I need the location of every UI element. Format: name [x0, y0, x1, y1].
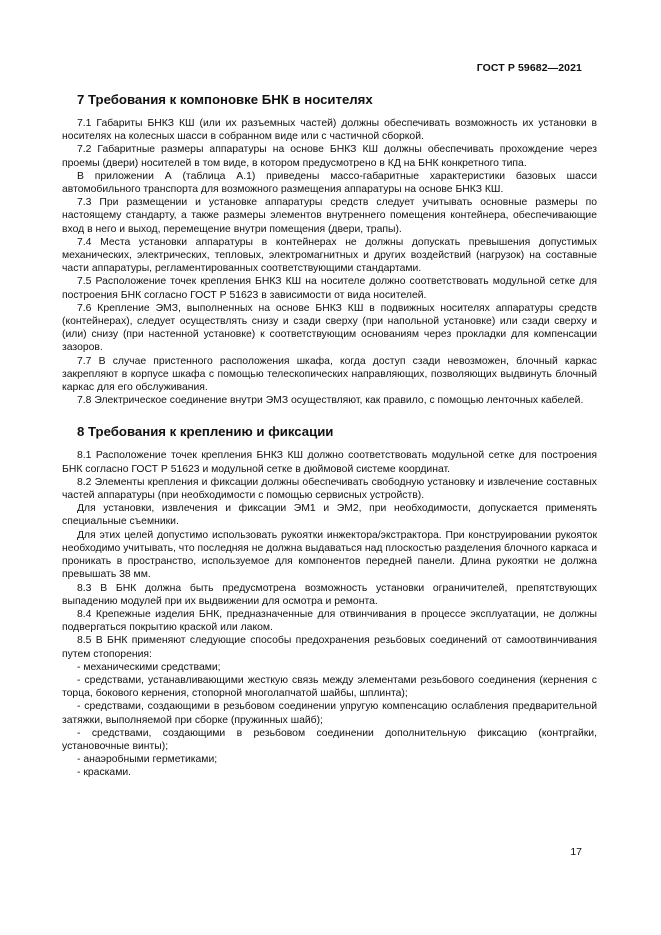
paragraph: 8.2 Элементы крепления и фиксации должны обеспечивать свободную установку и извлечение составных частей аппаратуры (при необходимости с помощью сервисных устройств). [62, 476, 597, 502]
paragraph: 7.8 Электрическое соединение внутри ЭМЗ осуществляют, как правило, с помощью ленточных кабелей. [77, 395, 584, 407]
paragraph: - красками. [77, 767, 132, 779]
paragraph: 7.2 Габаритные размеры аппаратуры на основе БНКЗ КШ должны обеспечивать прохождение через проемы (двери) носителей в том виде, в котором предусмотрено в КД на БНК конкретного типа. [62, 144, 597, 169]
document-code: ГОСТ Р 59682—2021 [476, 62, 582, 74]
page-number: 17 [570, 846, 582, 858]
page-content [62, 92, 597, 780]
paragraph: 8.3 В БНК должна быть предусмотрена возможность установки ограничителей, препятствующих выпадению модулей при их выдвижении для осмотра и ремонта. [62, 582, 597, 607]
paragraph: 7.7 В случае пристенного расположения шкафа, когда доступ сзади невозможен, блочный каркас закрепляют в корпусе шкафа с помощью телескопических направляющих, позволяющих выдвинуть блочный каркас для его обслуживания. [62, 355, 597, 394]
paragraph: - средствами, создающими в резьбовом соединении упругую компенсацию ослабления предварительной затяжки, выполняемой при сборке (пружинных шайб); [62, 701, 597, 726]
paragraph: 7.4 Места установки аппаратуры в контейнерах не должны допускать превышения допустимых механических, электрических, тепловых, электромагнитных и других воздействий (нагрузок) на составные части аппаратуры, регламентированных соответствующими стандартами. [62, 236, 597, 275]
paragraph: 7.3 При размещении и установке аппаратуры средств следует учитывать основные размеры по настоящему стандарту, а также размеры элементов внутреннего помещения контейнера, обеспечивающие вход в него и выход, перемещение внутри помещения (двери, трапы). [62, 197, 597, 235]
paragraph: 8.1 Расположение точек крепления БНКЗ КШ должно соответствовать модульной сетке для построения БНК согласно ГОСТ Р 51623 и модульной сетке в дюймовой системе координат. [62, 450, 597, 475]
paragraph: 7.1 Габариты БНКЗ КШ (или их разъемных частей) должны обеспечивать возможность их установки в носителях на колесных шасси в собранном виде или с частичной сборкой. [62, 118, 597, 143]
paragraph: 7.5 Расположение точек крепления БНКЗ КШ на носителе должно соответствовать модульной сетке для построения БНК согласно ГОСТ Р 51623 в зависимости от вида носителей. [62, 276, 597, 301]
section-7-body [62, 117, 597, 407]
paragraph: - механическими средствами; [77, 661, 221, 673]
section-8-title: 8 Требования к креплению и фиксации [77, 424, 334, 440]
paragraph: 8.4 Крепежные изделия БНК, предназначенные для отвинчивания в процессе эксплуатации, не должны подвергаться покрытию краской или лаком. [62, 608, 597, 634]
paragraph: Для этих целей допустимо использовать рукоятки инжектора/экстрактора. При конструировании рукояток необходимо учитывать, что последняя не должна выдаваться над плоскостью разделения блочного каркаса и проникать в пространство, используемое для компонентов передней панели. Длина рукоятки не должна превышать 38 мм. [62, 529, 597, 581]
paragraph: - средствами, создающими в резьбовом соединении дополнительную фиксацию (контргайки, установочные винты); [62, 727, 597, 752]
paragraph: Для установки, извлечения и фиксации ЭМ1 и ЭМ2, при необходимости, допускается применять специальные съемники. [62, 503, 597, 528]
paragraph: 8.5 В БНК применяют следующие способы предохранения резьбовых соединений от самоотвинчивания путем стопорения: [62, 635, 597, 660]
paragraph: - анаэробными герметиками; [77, 754, 218, 766]
section-8-body [62, 449, 597, 779]
section-7-title: 7 Требования к компоновке БНК в носителях [77, 92, 373, 107]
paragraph: - средствами, устанавливающими жесткую связь между элементами резьбового соединения (кернения с торца, бокового кернения, стопорной многолапчатой шайбы, шплинта); [62, 674, 597, 700]
paragraph: 7.6 Крепление ЭМЗ, выполненных на основе БНКЗ КШ в подвижных носителях аппаратуры средств (контейнерах), следует осуществлять снизу и сзади сверху (при напольной установке) или сзади сверху и (или) снизу (при настенной установке) к соответствующим основаниям через прокладки для компенсации зазоров. [62, 302, 597, 354]
paragraph: В приложении А (таблица А.1) приведены массо-габаритные характеристики базовых шасси автомобильного транспорта для возможного размещения аппаратуры на основе БНКЗ КШ. [62, 170, 597, 196]
